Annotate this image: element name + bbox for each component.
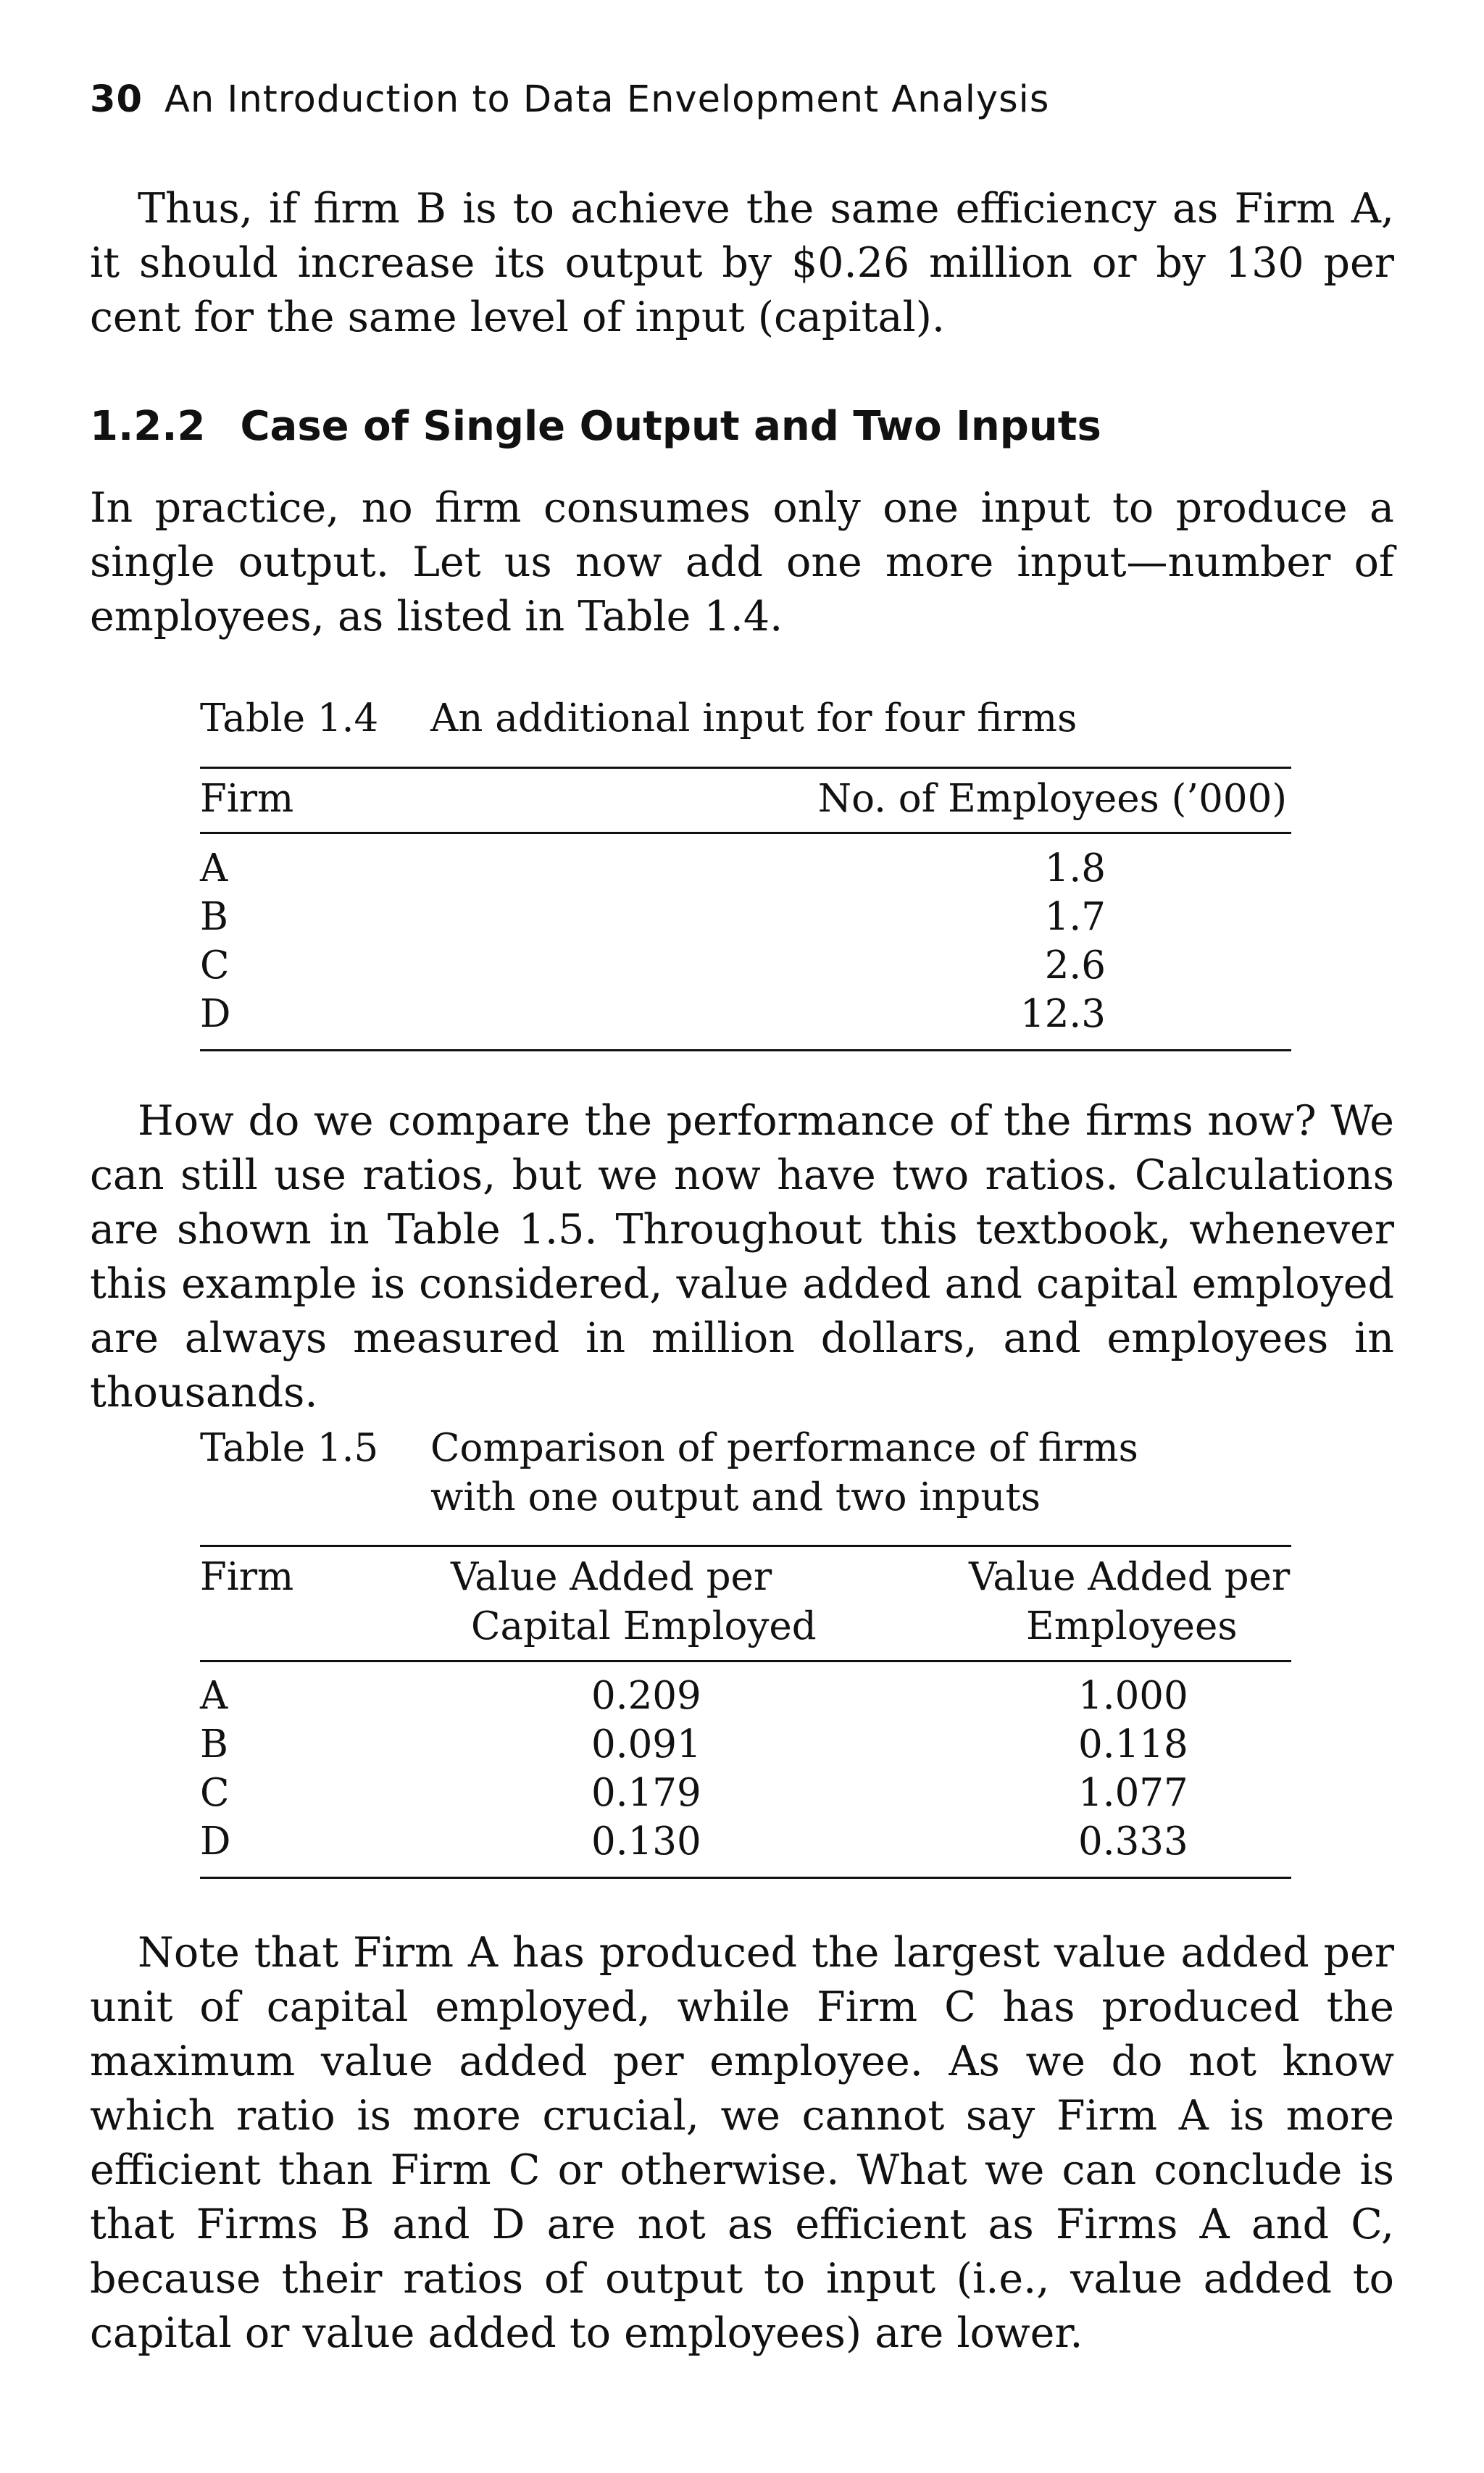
table-cell: 1.077 (1078, 1771, 1188, 1815)
table-cell: 0.091 (591, 1722, 701, 1767)
paragraph: In practice, no firm consumes only one input to produce a single output. Let us now add one more input—number of employees, as listed in Table 1.4. (90, 484, 1394, 641)
table-cell: 0.118 (1078, 1722, 1188, 1767)
table-header-cell: Value Added per (451, 1555, 772, 1599)
section-title: Case of Single Output and Two Inputs (240, 403, 1101, 450)
table-rule (200, 1545, 1291, 1547)
table-cell: 2.6 (1044, 943, 1106, 988)
table-cell: 1.000 (1078, 1674, 1188, 1718)
table-cell: 0.130 (591, 1819, 701, 1864)
table-employees (200, 767, 1291, 1056)
table-caption-text: Comparison of performance of firms with one output and two inputs (430, 1426, 1138, 1519)
table-header-cell: Employees (1026, 1604, 1238, 1648)
table-cell: D (200, 992, 231, 1036)
table-rule (200, 1877, 1291, 1879)
table-header-cell: Value Added per (969, 1555, 1291, 1599)
table-rule (200, 1660, 1291, 1662)
table-rule (200, 1049, 1291, 1051)
table-label: Table 1.5 (200, 1426, 379, 1470)
table-cell: 12.3 (1020, 992, 1106, 1036)
paragraph: How do we compare the performance of the firms now? We can still use ratios, but we now have two ratios. Calculations are shown in Table 1.5. Throughout this textbook, whenever this example is considered, value added and capital employed are always measured in million dollars, and employees in thousands. (90, 1097, 1394, 1417)
table-label: Table 1.4 (200, 696, 379, 741)
table-header-cell: No. of Employees (’000) (817, 777, 1287, 821)
table-cell: 1.7 (1044, 895, 1106, 939)
table-cell: C (200, 943, 230, 988)
running-head (90, 78, 1049, 121)
table-cell: 0.209 (591, 1674, 701, 1718)
table-cell: B (200, 1722, 228, 1767)
table-header-cell: Firm (200, 1555, 294, 1599)
table-cell: D (200, 1819, 231, 1864)
table-caption-text: An additional input for four firms (430, 696, 1077, 741)
table-cell: 0.333 (1078, 1819, 1188, 1864)
table-header-cell: Firm (200, 777, 294, 821)
section-number: 1.2.2 (90, 403, 206, 450)
table-cell: C (200, 1771, 230, 1815)
paragraph: Thus, if firm B is to achieve the same efficiency as Firm A, it should increase its output by $0.26 million or by 130 per cent for the same level of input (capital). (90, 185, 1394, 341)
page-number: 30 (90, 78, 143, 121)
table-rule (200, 767, 1291, 769)
paragraph: Note that Firm A has produced the largest value added per unit of capital employed, while Firm C has produced the maximum value added per employee. As we do not know which ratio is more crucial, we cannot say Firm A is more efficient than Firm C or otherwise. What we can conclude is that Firms B and D are not as efficient as Firms A and C, because their ratios of output to input (i.e., value added to capital or value added to employees) are lower. (90, 1929, 1394, 2357)
table-cell: 0.179 (591, 1771, 701, 1815)
table-cell: B (200, 895, 228, 939)
table-header-cell: Capital Employed (471, 1604, 817, 1648)
table-rule (200, 832, 1291, 834)
table-cell: 1.8 (1044, 846, 1106, 891)
table-cell: A (200, 846, 228, 891)
table-cell: A (200, 1674, 228, 1718)
running-title: An Introduction to Data Envelopment Analysis (164, 78, 1050, 121)
table-performance (200, 1545, 1291, 1893)
section-heading (90, 403, 1101, 450)
